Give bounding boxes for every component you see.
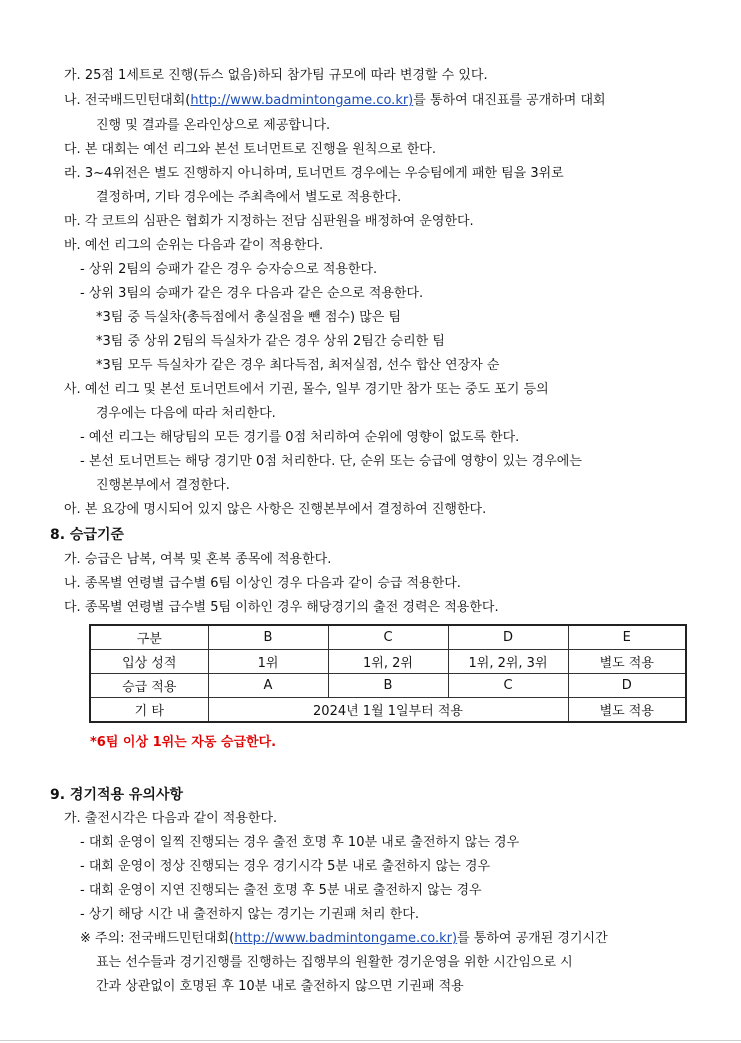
section-9-item-4: - 상기 해당 시간 내 출전하지 않는 경기는 기권패 처리 한다.: [80, 907, 419, 922]
table-cell: 1위, 2위: [328, 650, 448, 674]
rule-a: 아. 본 요강에 명시되어 있지 않은 사항은 진행본부에서 결정하여 진행한다.: [64, 502, 487, 517]
badminton-site-link[interactable]: http://www.badmintongame.co.kr): [190, 93, 414, 108]
rule-ma: 마. 각 코트의 심판은 협회가 지정하는 전담 심판원을 배정하여 운영한다.: [64, 214, 474, 229]
section-8-heading: 8. 승급기준: [50, 527, 125, 543]
section-8-line-1: 가. 승급은 남복, 여복 및 혼복 종목에 적용한다.: [64, 552, 332, 567]
rule-ba-sub-3: *3팀 모두 득실차가 같은 경우 최다득점, 최저실점, 선수 합산 연장자 순: [96, 358, 500, 373]
rule-sa-item-2-continued: 진행본부에서 결정한다.: [96, 478, 230, 493]
section-8-line-3: 다. 종목별 연령별 급수별 5팀 이하인 경우 해당경기의 출전 경력은 적용한다.: [64, 600, 499, 615]
rule-na: [64, 92, 606, 110]
caution-suffix: 를 통하여 공개된 경기시간: [457, 931, 608, 946]
table-cell: 1위: [208, 650, 328, 674]
table-row: [90, 673, 686, 697]
caution-line-2: 표는 선수들과 경기진행를 진행하는 집행부의 원활한 경기운영을 위한 시간임으로 시: [96, 955, 573, 970]
table-cell: 별도 적용: [568, 697, 686, 722]
rule-ba-item-2: - 상위 3팀의 승패가 같은 경우 다음과 같은 순으로 적용한다.: [80, 286, 424, 301]
caution-prefix: ※ 주의: 전국배드민턴대회(: [80, 931, 235, 946]
auto-promotion-note: *6팀 이상 1위는 자동 승급한다.: [90, 735, 277, 750]
table-cell: D: [568, 673, 686, 697]
rule-ba: 바. 예선 리그의 순위는 다음과 같이 적용한다.: [64, 238, 324, 253]
table-cell: 입상 성적: [90, 650, 208, 674]
table-cell: 승급 적용: [90, 673, 208, 697]
rule-da: 다. 본 대회는 예선 리그와 본선 토너먼트로 진행을 원칙으로 한다.: [64, 142, 436, 157]
table-cell: 기 타: [90, 697, 208, 722]
section-9-item-3: - 대회 운영이 지연 진행되는 출전 호명 후 5분 내로 출전하지 않는 경우: [80, 883, 482, 898]
rule-sa-continued: 경우에는 다음에 따라 처리한다.: [96, 406, 276, 421]
rule-ba-sub-1: *3팀 중 득실차(총득점에서 총실점을 뺀 점수) 많은 팀: [96, 310, 402, 325]
table-row: [90, 697, 686, 722]
rule-ra-continued: 결정하며, 기타 경우에는 주최측에서 별도로 적용한다.: [96, 190, 402, 205]
rule-na-suffix: 를 통하여 대진표를 공개하며 대회: [413, 93, 606, 108]
section-9-line-1: 가. 출전시각은 다음과 같이 적용한다.: [64, 811, 278, 826]
rule-sa-item-2: - 본선 토너먼트는 해당 경기만 0점 처리한다. 단, 순위 또는 승급에 영향이 있는 경우에는: [80, 454, 582, 469]
section-9-item-1: - 대회 운영이 일찍 진행되는 경우 출전 호명 후 10분 내로 출전하지 않는 경우: [80, 835, 520, 850]
table-header-row: [90, 625, 686, 650]
rule-sa: 사. 예선 리그 및 본선 토너먼트에서 기권, 몰수, 일부 경기만 참가 또는 중도 포기 등의: [64, 382, 549, 397]
table-header-cell: 구분: [90, 625, 208, 650]
section-9-heading: 9. 경기적용 유의사항: [50, 787, 183, 803]
table-cell: 1위, 2위, 3위: [448, 650, 568, 674]
caution-line-3: 간과 상관없이 호명된 후 10분 내로 출전하지 않으면 기권패 적용: [96, 979, 464, 994]
table-cell: B: [328, 673, 448, 697]
section-9-item-2: - 대회 운영이 정상 진행되는 경우 경기시각 5분 내로 출전하지 않는 경우: [80, 859, 491, 874]
rule-sa-item-1: - 예선 리그는 해당팀의 모든 경기를 0점 처리하여 순위에 영향이 없도록 한다.: [80, 430, 520, 445]
table-header-cell: E: [568, 625, 686, 650]
section-8-line-2: 나. 종목별 연령별 급수별 6팀 이상인 경우 다음과 같이 승급 적용한다.: [64, 576, 461, 591]
page-bottom-divider: [0, 1040, 741, 1041]
rule-ga: 가. 25점 1세트로 진행(듀스 없음)하되 참가팀 규모에 따라 변경할 수 있다.: [64, 68, 488, 83]
table-cell: A: [208, 673, 328, 697]
rule-na-prefix: 나. 전국배드민턴대회(: [64, 93, 191, 108]
badminton-site-link-2[interactable]: http://www.badmintongame.co.kr): [234, 931, 458, 946]
rule-ba-item-1: - 상위 2팀의 승패가 같은 경우 승자승으로 적용한다.: [80, 262, 378, 277]
table-header-cell: B: [208, 625, 328, 650]
table-cell: C: [448, 673, 568, 697]
table-row: [90, 650, 686, 674]
table-cell: 2024년 1월 1일부터 적용: [208, 697, 568, 722]
table-header-cell: D: [448, 625, 568, 650]
rule-ba-sub-2: *3팀 중 상위 2팀의 득실차가 같은 경우 상위 2팀간 승리한 팀: [96, 334, 445, 349]
table-cell: 별도 적용: [568, 650, 686, 674]
caution-note: [80, 930, 608, 948]
rule-ra: 라. 3~4위전은 별도 진행하지 아니하며, 토너먼트 경우에는 우승팀에게 패한 팀을 3위로: [64, 166, 564, 181]
table-header-cell: C: [328, 625, 448, 650]
promotion-table: [89, 624, 687, 723]
rule-na-continued: 진행 및 결과를 온라인상으로 제공합니다.: [96, 118, 331, 133]
